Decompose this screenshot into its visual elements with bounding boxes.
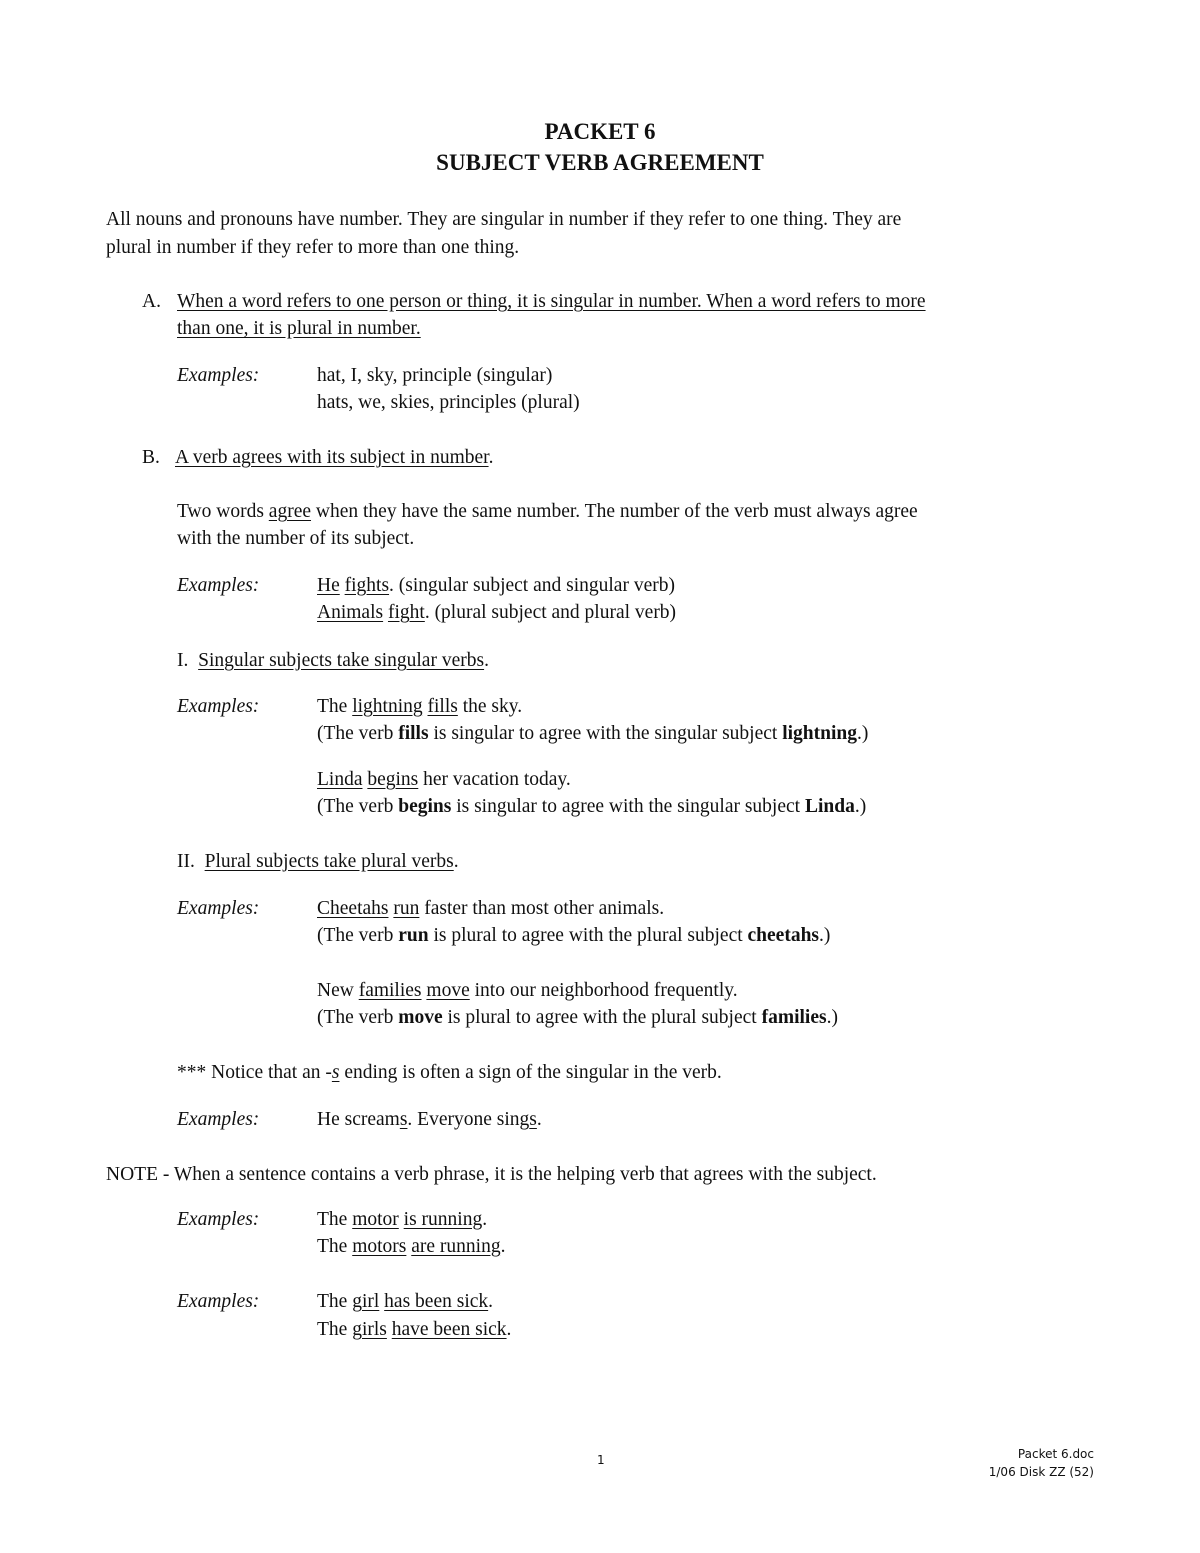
verb-word: move [426,980,470,1001]
example-singular: hat, I, sky, principle (singular) [317,365,553,386]
s-ending: s [331,1062,340,1083]
example-explanation: (The verb run is plural to agree with the plural subject cheetahs.) [317,925,831,946]
section-a-marker: A. [142,291,161,312]
subject-word: girl [352,1291,380,1312]
note-line: NOTE - When a sentence contains a verb phrase, it is the helping verb that agrees with the subject. [106,1164,877,1185]
section-a-rule-line-1: When a word refers to one person or thing, it is singular in number. When a word refers to more [177,291,926,312]
verb-phrase: has been sick [384,1291,489,1312]
notice-line: *** Notice that an -s ending is often a sign of the singular in the verb. [177,1062,722,1083]
page-title: PACKET 6 [544,119,656,144]
section-i-heading-text: Singular subjects take singular verbs [198,650,485,671]
section-ii-heading-text: Plural subjects take plural verbs [204,851,454,872]
verb-phrase: is running [403,1209,483,1230]
verb-word: fills [427,696,458,717]
example-sentence: Linda begins her vacation today. [317,769,571,790]
subject-word: Linda [317,769,363,790]
example-sentence: The girl has been sick. [317,1291,494,1312]
section-b-heading: A verb agrees with its subject in number. [175,447,494,468]
verb-word: fights [344,575,390,596]
example-sentence: The motors are running. [317,1236,506,1257]
examples-label: Examples: [177,1291,260,1312]
example-explanation: (The verb move is plural to agree with the plural subject families.) [317,1007,838,1028]
verb-word: begins [367,769,419,790]
example-sentence: The motor is running. [317,1209,488,1230]
verb-word: fight [387,602,425,623]
example-sentence: Cheetahs run faster than most other animals. [317,898,665,919]
subject-word: girls [352,1319,387,1340]
example-sentence: The girls have been sick. [317,1319,512,1340]
intro-line-1: All nouns and pronouns have number. They are singular in number if they refer to one thing. They are [106,209,902,230]
subject-word: families [358,980,422,1001]
subject-word: Cheetahs [317,898,389,919]
intro-line-2: plural in number if they refer to more than one thing. [106,237,520,258]
example-plural: hats, we, skies, principles (plural) [317,392,580,413]
example-explanation: (The verb begins is singular to agree with the singular subject Linda.) [317,796,867,817]
subject-word: motors [352,1236,407,1257]
verb-word: run [393,898,420,919]
examples-label: Examples: [177,1109,260,1130]
example-sentence: He fights. (singular subject and singular verb) [317,575,675,596]
section-b-para-line-1: Two words agree when they have the same number. The number of the verb must always agree [177,501,918,522]
page-number: 1 [597,1453,605,1467]
example-sentence: Animals fight. (plural subject and plural verb) [317,602,677,623]
subject-word: lightning [352,696,423,717]
examples-label: Examples: [177,1209,260,1230]
verb-phrase: have been sick [391,1319,507,1340]
subject-word: motor [352,1209,399,1230]
examples-label: Examples: [177,365,260,386]
subject-word: He [317,575,340,596]
section-b-para-line-2: with the number of its subject. [177,528,415,549]
verb-phrase: are running [411,1236,501,1257]
examples-label: Examples: [177,575,260,596]
subject-word: Animals [317,602,384,623]
page-subtitle: SUBJECT VERB AGREEMENT [436,150,764,175]
section-ii-heading: II. Plural subjects take plural verbs. [177,851,459,872]
examples-label: Examples: [177,696,260,717]
agree-term: agree [268,501,312,522]
example-sentence: New families move into our neighborhood frequently. [317,980,738,1001]
section-i-marker: I. [177,650,189,671]
section-b-marker: B. [142,447,160,468]
footer-file-name: Packet 6.doc [1017,1447,1094,1461]
example-explanation: (The verb fills is singular to agree with the singular subject lightning.) [317,723,869,744]
section-a-rule-line-2: than one, it is plural in number. [177,318,421,339]
footer-disk-info: 1/06 Disk ZZ (52) [988,1465,1094,1479]
section-i-heading: I. Singular subjects take singular verbs. [177,650,489,671]
section-ii-marker: II. [177,851,195,872]
example-sentence: The lightning fills the sky. [317,696,523,717]
section-b-heading-text: A verb agrees with its subject in number [175,447,489,468]
examples-label: Examples: [177,898,260,919]
example-sentence: He screams. Everyone sings. [317,1109,542,1130]
